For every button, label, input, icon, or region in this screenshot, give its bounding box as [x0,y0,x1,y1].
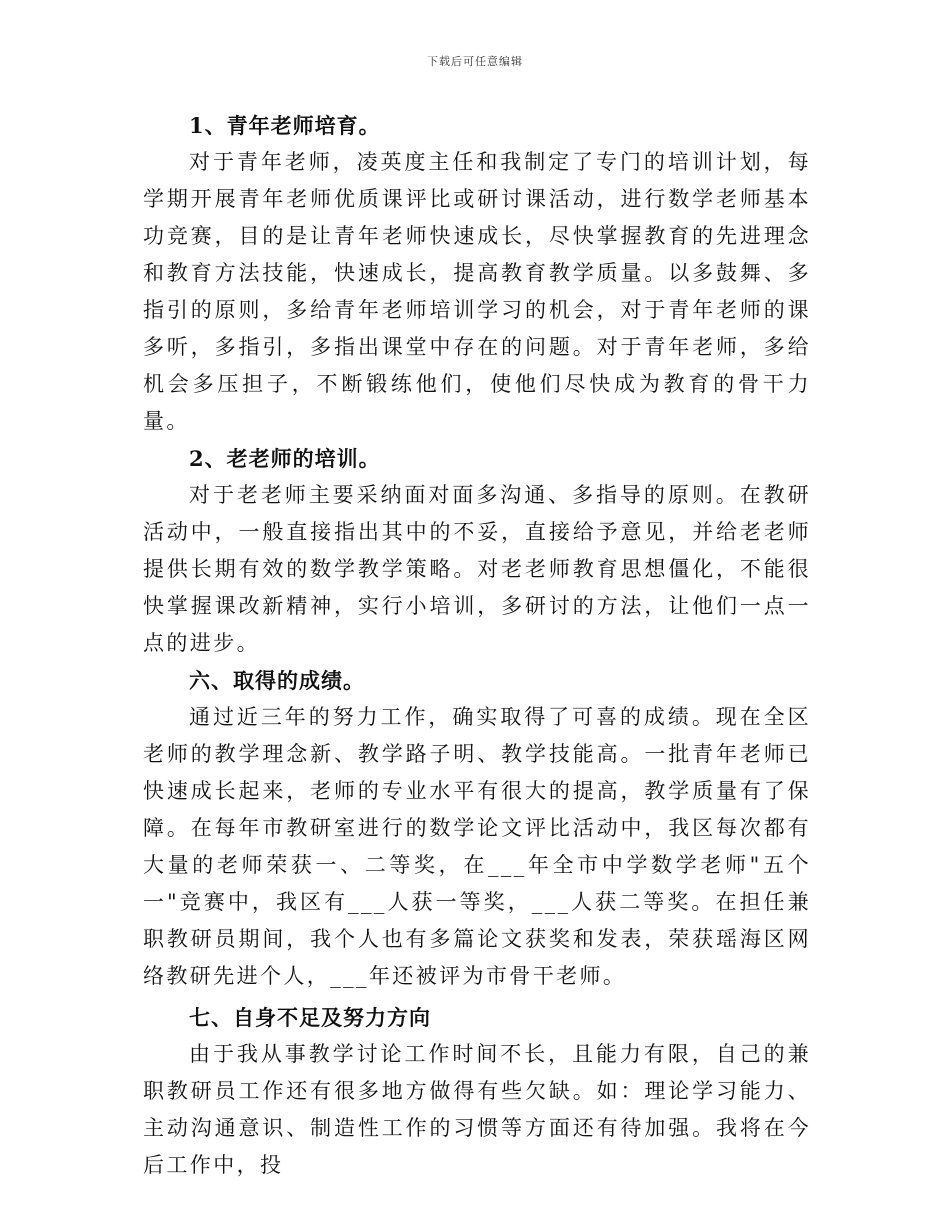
section-heading-achievements: 六、取得的成绩。 [189,668,365,693]
section-paragraph-shortcomings: 由于我从事教学讨论工作时间不长，且能力有限，自己的兼职教研员工作还有很多地方做得有些欠缺。如：理论学习能力、主动沟通意识、制造性工作的习惯等方面还有待加强。我将在今后工作中，投 [143,1042,811,1177]
section-heading-senior-teacher: 2、老老师的培训。 [189,446,381,471]
section-paragraph-youth-teacher: 对于青年老师，凌英度主任和我制定了专门的培训计划，每学期开展青年老师优质课评比或研讨课活动，进行数学老师基本功竞赛，目的是让青年老师快速成长，尽快掌握教育的先进理念和教育方法技能，快速成长，提高教育教学质量。以多鼓舞、多指引的原则，多给青年老师培训学习的机会，对于青年老师的课多听，多指引，多指出课堂中存在的问题。对于青年老师，多给机会多压担子，不断锻练他们，使他们尽快成为教育的骨干力量。 [143,150,811,433]
document-body [143,107,811,1184]
page-header-note: 下载后可任意编辑 [427,55,523,68]
section-heading-shortcomings: 七、自身不足及努力方向 [189,1005,431,1030]
section-paragraph-senior-teacher: 对于老老师主要采纳面对面多沟通、多指导的原则。在教研活动中，一般直接指出其中的不妥，直接给予意见，并给老老师提供长期有效的数学教学策略。对老老师教育思想僵化，不能很快掌握课改新精神，实行小培训，多研讨的方法，让他们一点一点的进步。 [143,483,811,655]
section-heading-youth-teacher: 1、青年老师培育。 [189,113,381,138]
section-paragraph-achievements: 通过近三年的努力工作，确实取得了可喜的成绩。现在全区老师的教学理念新、教学路子明、教学技能高。一批青年老师已快速成长起来，老师的专业水平有很大的提高，教学质量有了保障。在每年市教研室进行的数学论文评比活动中，我区每次都有大量的老师荣获一、二等奖，在___年全市中学数学老师"五个一"竞赛中，我区有___人获一等奖，___人获二等奖。在担任兼职教研员期间，我个人也有多篇论文获奖和发表，荣获瑶海区网络教研先进个人，___年还被评为市骨干老师。 [143,705,811,988]
